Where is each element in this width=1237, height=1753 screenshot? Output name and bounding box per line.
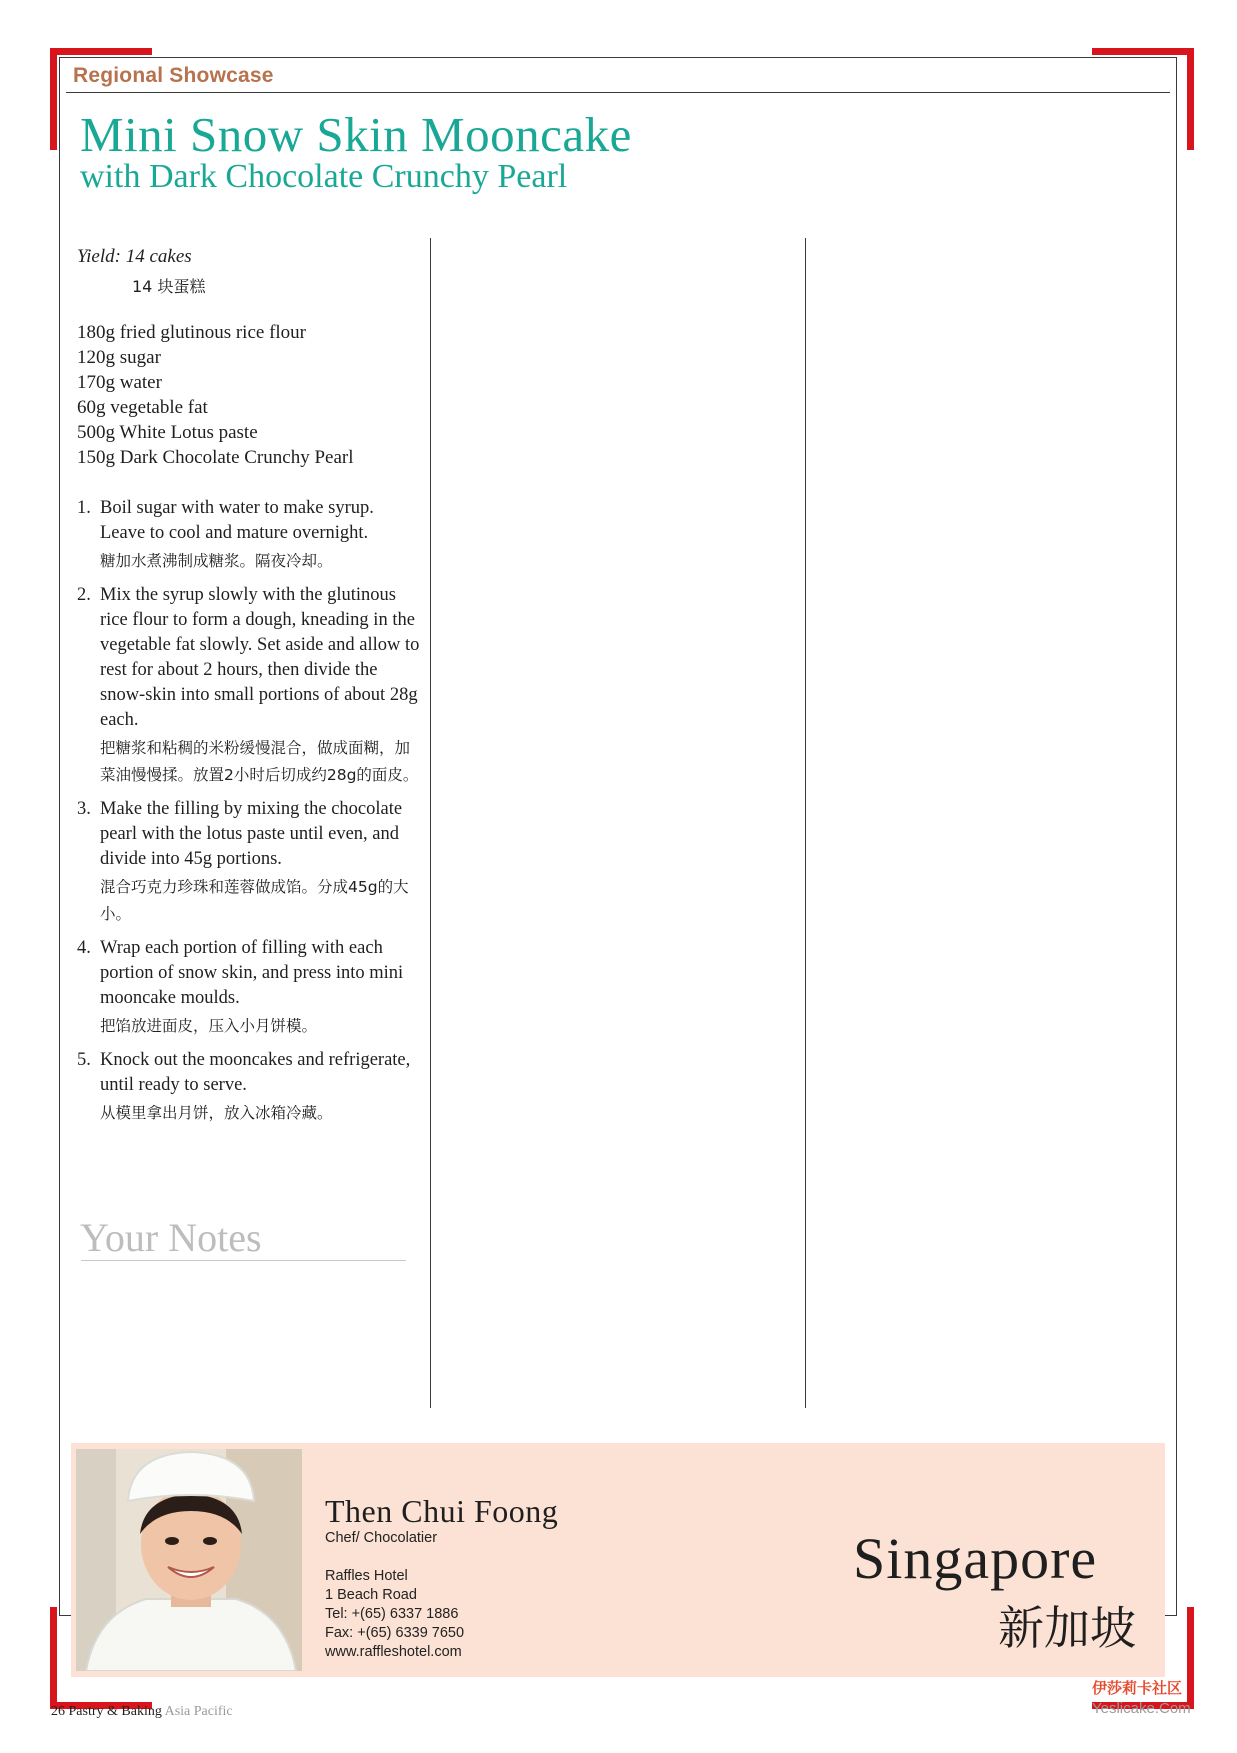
chef-hotel: Raffles Hotel — [325, 1568, 408, 1584]
magazine-region: Asia Pacific — [164, 1704, 233, 1719]
chef-fax: Fax: +(65) 6339 7650 — [325, 1625, 465, 1641]
step-text: Mix the syrup slowly with the glutinous rice flour to form a dough, kneading in the vegetable fat slowly. Set aside and allow to rest for about 2 hours, then divide the snow-skin into small portions of about 28g each. — [100, 585, 420, 730]
chef-role: Chef/ Chocolatier — [325, 1530, 438, 1546]
step-text: Make the filling by mixing the chocolate pearl with the lotus paste until even, and divide into 45g portions. — [100, 799, 403, 869]
step-number: 1. — [77, 498, 91, 518]
ingredient-list — [77, 320, 353, 470]
watermark-chinese: 伊莎莉卡社区 — [1092, 1679, 1183, 1697]
location-city-chinese: 新加坡 — [998, 1601, 1136, 1655]
notes-heading: Your Notes — [80, 1215, 262, 1260]
chef-tel: Tel: +(65) 6337 1886 — [325, 1606, 459, 1622]
location-city: Singapore — [853, 1526, 1098, 1591]
recipe-subtitle: with Dark Chocolate Crunchy Pearl — [80, 158, 568, 195]
step-text: Boil sugar with water to make syrup. Leave to cool and mature overnight. — [100, 498, 374, 543]
step-text-chinese: 从模里拿出月饼，放入冰箱冷藏。 — [100, 1104, 333, 1122]
step-number: 4. — [77, 938, 91, 958]
ingredient-item: 170g water — [77, 372, 162, 393]
chef-website-link[interactable]: www.raffleshotel.com — [325, 1644, 462, 1660]
step-number: 2. — [77, 585, 91, 605]
step-text: Wrap each portion of filling with each portion of snow skin, and press into mini mooncake moulds. — [100, 938, 404, 1008]
step-text: Knock out the mooncakes and refrigerate, until ready to serve. — [100, 1050, 411, 1095]
column-divider-2 — [805, 238, 806, 1408]
column-divider-1 — [430, 238, 431, 1408]
page-number: 26 — [51, 1704, 65, 1719]
watermark-site: Yeslicake.Com — [1092, 1700, 1191, 1717]
recipe-title: Mini Snow Skin Mooncake — [80, 107, 632, 162]
ingredient-item: 120g sugar — [77, 347, 161, 368]
chef-address: 1 Beach Road — [325, 1587, 417, 1603]
notes-underline — [81, 1260, 406, 1261]
method-step — [77, 496, 422, 575]
page-footer — [51, 1704, 233, 1720]
ingredient-item: 150g Dark Chocolate Crunchy Pearl — [77, 447, 354, 468]
section-label: Regional Showcase — [73, 64, 274, 87]
step-text-chinese: 把馅放进面皮，压入小月饼模。 — [100, 1017, 318, 1035]
chef-portrait-icon — [76, 1449, 302, 1671]
step-text-chinese: 糖加水煮沸制成糖浆。隔夜冷却。 — [100, 552, 333, 570]
method-step — [77, 936, 422, 1040]
ingredient-item: 500g White Lotus paste — [77, 422, 258, 443]
section-divider — [66, 92, 1170, 93]
step-number: 5. — [77, 1050, 91, 1070]
method-steps — [77, 496, 422, 1135]
method-step — [77, 1048, 422, 1127]
yield-chinese: 14 块蛋糕 — [132, 277, 206, 296]
ingredient-item: 180g fried glutinous rice flour — [77, 322, 307, 343]
method-step — [77, 797, 422, 928]
yield-label: Yield: 14 cakes — [77, 246, 192, 267]
magazine-name: Pastry & Baking — [68, 1704, 162, 1719]
step-number: 3. — [77, 799, 91, 819]
step-text-chinese: 把糖浆和粘稠的米粉缓慢混合，做成面糊，加菜油慢慢揉。放置2小时后切成约28g的面皮。 — [100, 739, 419, 784]
chef-name: Then Chui Foong — [325, 1493, 559, 1529]
ingredient-item: 60g vegetable fat — [77, 397, 208, 418]
chef-photo — [76, 1449, 302, 1671]
step-text-chinese: 混合巧克力珍珠和莲蓉做成馅。分成45g的大小。 — [100, 878, 409, 923]
method-step — [77, 583, 422, 789]
